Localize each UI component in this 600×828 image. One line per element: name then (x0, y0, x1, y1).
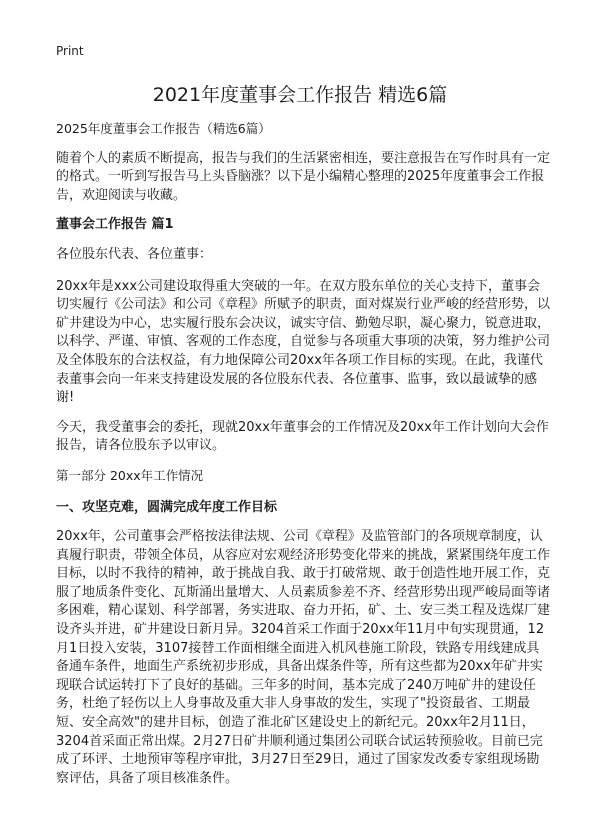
section-heading: 董事会工作报告 篇1 (56, 217, 174, 233)
body-paragraph-3: 20xx年，公司董事会严格按法律法规、公司《章程》及监管部门的各项规章制度，认真履行职责，带领全体员，从容应对宏观经济形势变化带来的挑战，紧紧围绕年度工作目标，以时不我待的精神，敢于挑战自我、敢于打破常规、敢于创造性地开展工作，克服了地质条件变化、瓦斯涌出量增大、人员素质参差不齐、经营形势出现严峻局面等诸多困难，精心谋划、科学部署，务实进取、奋力开拓，矿、土、安三类工程及选煤厂建设齐头并进，矿井建设日新月异。3204首采工作面于20xx年11月中旬实现贯通，12月1日投入安装，3107接替工作面相继全面进入机风巷施工阶段，铁路专用线建成具备通车条件，地面生产系统初步形成，具备出煤条件等，所有这些都为20xx年矿井实现联合试运转打下了良好的基础。三年多的时间，基本完成了240万吨矿井的建设任务，杜绝了轻伤以上人身事故及重大非人身事故的发生，实现了"投资最省、工期最短、安全高效"的建井目标，创造了淮北矿区建设史上的新纪元。20xx年2月11日，3204首采面正常出煤。2月27日矿井顺利通过集团公司联合试运转预验收。目前已完成了环评、土地预审等程序审批，3月27日至29日，通过了国家发改委专家组现场勘察评估，具备了项目核准条件。 (56, 529, 551, 786)
subsection-heading: 一、攻坚克难，圆满完成年度工作目标 (56, 499, 278, 515)
intro-paragraph: 随着个人的素质不断提高，报告与我们的生活紧密相连，要注意报告在写作时具有一定的格式。一听到写报告马上头昏脑涨？以下是小编精心整理的2025年度董事会工作报告，欢迎阅读与收藏。 (56, 150, 551, 203)
print-link[interactable]: Print (56, 44, 84, 58)
document-title: 2021年度董事会工作报告 精选6篇 (152, 84, 448, 106)
part-heading: 第一部分 20xx年工作情况 (56, 467, 204, 483)
greeting-line: 各位股东代表、各位董事： (56, 246, 213, 262)
body-paragraph-1: 20xx年是xxx公司建设取得重大突破的一年。在双方股东单位的关心支持下，董事会切实履行《公司法》和公司《章程》所赋予的职责，面对煤炭行业严峻的经营形势，以矿井建设为中心，忠实履行股东会决议，诚实守信、勤勉尽职，凝心聚力，锐意进取，以科学、严谨、审慎、客观的工作态度，自觉参与各项重大事项的决策，努力维护公司及全体股东的合法权益，有力地保障公司20xx年各项工作目标的实现。在此，我谨代表董事会向一年来支持建设发展的各位股东代表、各位董事、监事，致以最诚挚的感谢! (56, 278, 551, 406)
document-body (56, 120, 552, 788)
document-subtitle: 2025年度董事会工作报告（精选6篇） (56, 121, 271, 136)
body-paragraph-2: 今天，我受董事会的委托，现就20xx年董事会的工作情况及20xx年工作计划向大会作报告，请各位股东予以审议。 (56, 419, 549, 454)
